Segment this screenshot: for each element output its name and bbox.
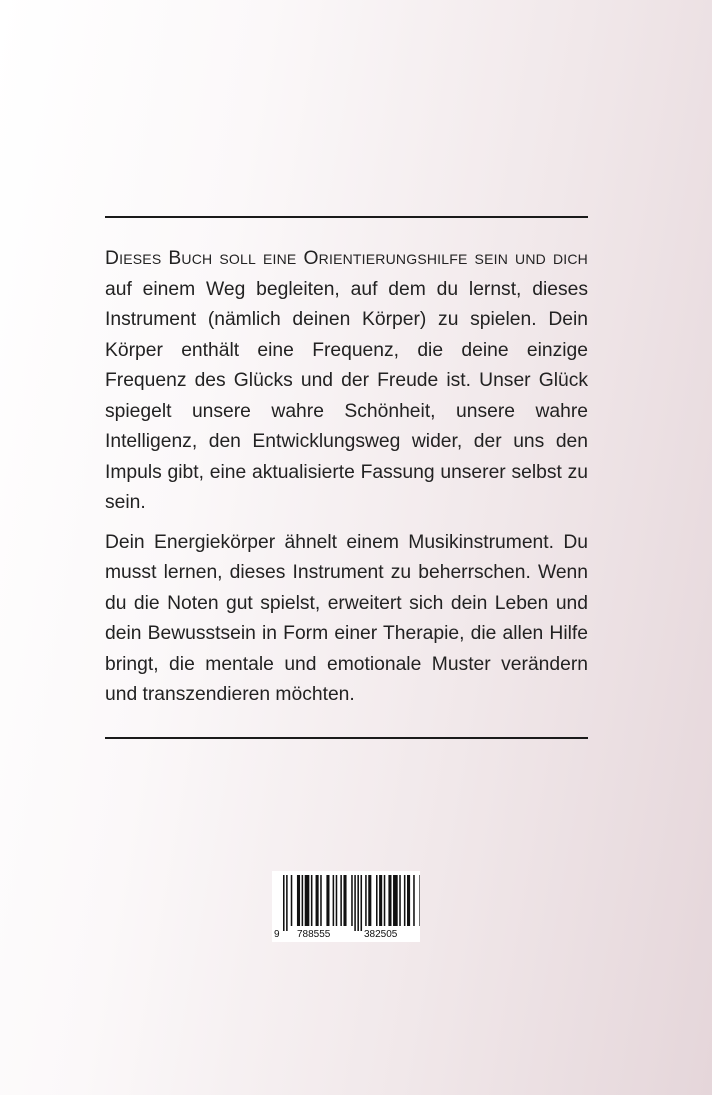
barcode-bar [305, 875, 310, 926]
barcode-bar [368, 875, 371, 926]
paragraph-1-body: auf einem Weg begleiten, auf dem du lernst, dieses Instrument (nämlich deinen Körper) zu spielen. Dein Körper enthält eine Frequenz, die deine einzige Frequenz des Glücks und der Freude ist. Unser Glück spiegelt unsere wahre Schönheit, unsere wahre Intelligenz, den Entwicklungsweg wider, der uns den Impuls gibt, eine aktualisierte Fassung unserer selbst zu sein. [105, 278, 588, 513]
barcode-bar [419, 875, 420, 926]
barcode-bar [316, 875, 319, 926]
barcode-digits [272, 928, 420, 942]
barcode-bar [333, 875, 335, 926]
barcode-bar [361, 875, 363, 931]
barcode-bar [297, 875, 300, 926]
barcode-bar [357, 875, 359, 931]
barcode-bar [413, 875, 415, 926]
paragraph-1 [105, 244, 588, 519]
barcode-bar [407, 875, 410, 926]
barcode-bar [393, 875, 398, 926]
barcode-bar [336, 875, 338, 926]
barcode-bar [311, 875, 313, 926]
paragraph-1-lead: Dieses Buch soll eine Orientierungshilfe sein und dich [105, 248, 588, 269]
barcode-left-group: 788555 [297, 929, 331, 940]
barcode-bar [326, 875, 329, 926]
barcode-bar [302, 875, 304, 926]
barcode-bar [291, 875, 293, 926]
barcode-bar [384, 875, 386, 926]
barcode-bar [320, 875, 322, 926]
barcode-bar [354, 875, 356, 931]
barcode-bar [283, 875, 285, 931]
back-cover-text [105, 244, 588, 720]
barcode-bar [286, 875, 288, 931]
barcode-bar [404, 875, 406, 926]
barcode-bar [376, 875, 378, 926]
barcode-bar [399, 875, 401, 926]
top-divider [105, 216, 588, 218]
barcode-bar [365, 875, 367, 926]
barcode-right-group: 382505 [364, 929, 398, 940]
barcode-bar [351, 875, 353, 926]
barcode-bar [340, 875, 342, 926]
barcode-bar [388, 875, 391, 926]
barcode-bar [379, 875, 382, 926]
barcode-bar [343, 875, 346, 926]
isbn-barcode [272, 871, 420, 942]
barcode-first-digit: 9 [274, 929, 280, 940]
bottom-divider [105, 737, 588, 739]
paragraph-2: Dein Energiekörper ähnelt einem Musikinstrument. Du musst lernen, dieses Instrument zu beherrschen. Wenn du die Noten gut spielst, erweitert sich dein Leben und dein Bewusstsein in Form einer Therapie, die allen Hilfe bringt, die mentale und emotionale Muster verändern und transzendieren möchten. [105, 531, 588, 705]
